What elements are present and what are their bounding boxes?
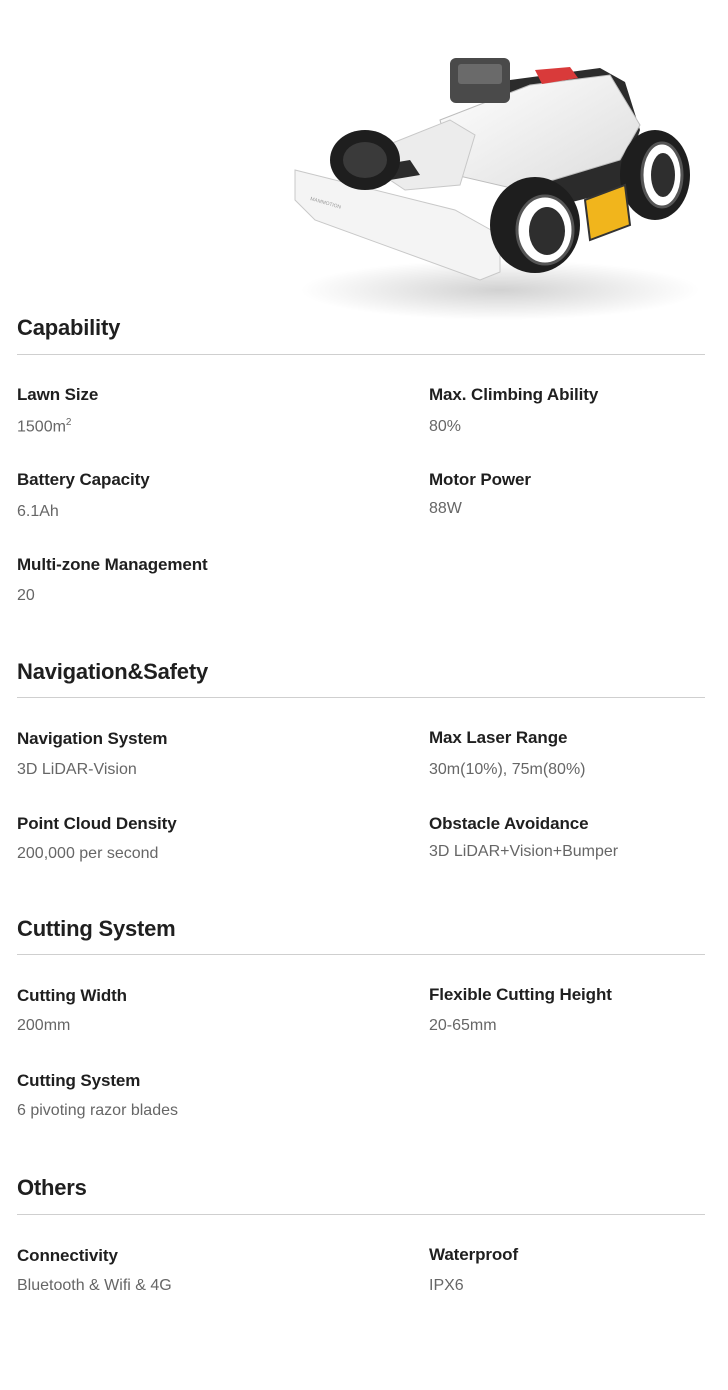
section-title-cutting: Cutting System [17,916,176,941]
mower-illustration [280,40,710,330]
front-left-wheel [330,130,400,190]
front-right-wheel [490,177,580,273]
section-title-navigation: Navigation&Safety [17,659,208,684]
spec-label-motor: Motor Power [429,470,531,489]
spec-value-cutting-width: 200mm [17,1017,71,1034]
spec-value-cutting-height: 20-65mm [429,1017,497,1034]
spec-label-lawn-size: Lawn Size [17,385,99,404]
section-divider [17,1214,705,1215]
spec-value-point-cloud: 200,000 per second [17,845,159,862]
spec-value-obstacle: 3D LiDAR+Vision+Bumper [429,843,619,860]
section-title-capability: Capability [17,315,121,340]
spec-label-laser-range: Max Laser Range [429,728,568,747]
spec-label-connectivity: Connectivity [17,1246,118,1265]
section-title-others: Others [17,1175,87,1200]
spec-label-multizone: Multi-zone Management [17,555,208,574]
spec-value-waterproof: IPX6 [429,1277,464,1294]
spec-value-multizone: 20 [17,587,35,604]
spec-value-lawn-size: $1500m^2$ [17,417,72,436]
spec-value-battery: 6.1Ah [17,503,59,520]
section-divider [17,354,705,355]
spec-label-nav-system: Navigation System [17,729,168,748]
section-divider [17,697,705,698]
spec-label-waterproof: Waterproof [429,1245,519,1264]
spec-label-climbing: Max. Climbing Ability [429,385,599,404]
spec-label-cutting-system: Cutting System [17,1071,141,1090]
spec-label-cutting-height: Flexible Cutting Height [429,985,612,1004]
spec-value-connectivity: Bluetooth & Wifi & 4G [17,1277,172,1294]
spec-label-battery: Battery Capacity [17,470,150,489]
product-image [280,40,710,330]
spec-value-laser-range: 30m(10%), 75m(80%) [429,761,586,778]
spec-value-nav-system: 3D LiDAR-Vision [17,761,137,778]
spec-label-point-cloud: Point Cloud Density [17,814,177,833]
section-divider [17,954,705,955]
spec-label-obstacle: Obstacle Avoidance [429,814,589,833]
rear-right-wheel [620,130,690,220]
brand-marking: MAMMOTION [309,196,342,211]
spec-value-motor: 88W [429,500,462,517]
spec-value-climbing: 80% [429,418,462,435]
spec-value-cutting-system: 6 pivoting razor blades [17,1102,178,1119]
spec-label-cutting-width: Cutting Width [17,986,127,1005]
